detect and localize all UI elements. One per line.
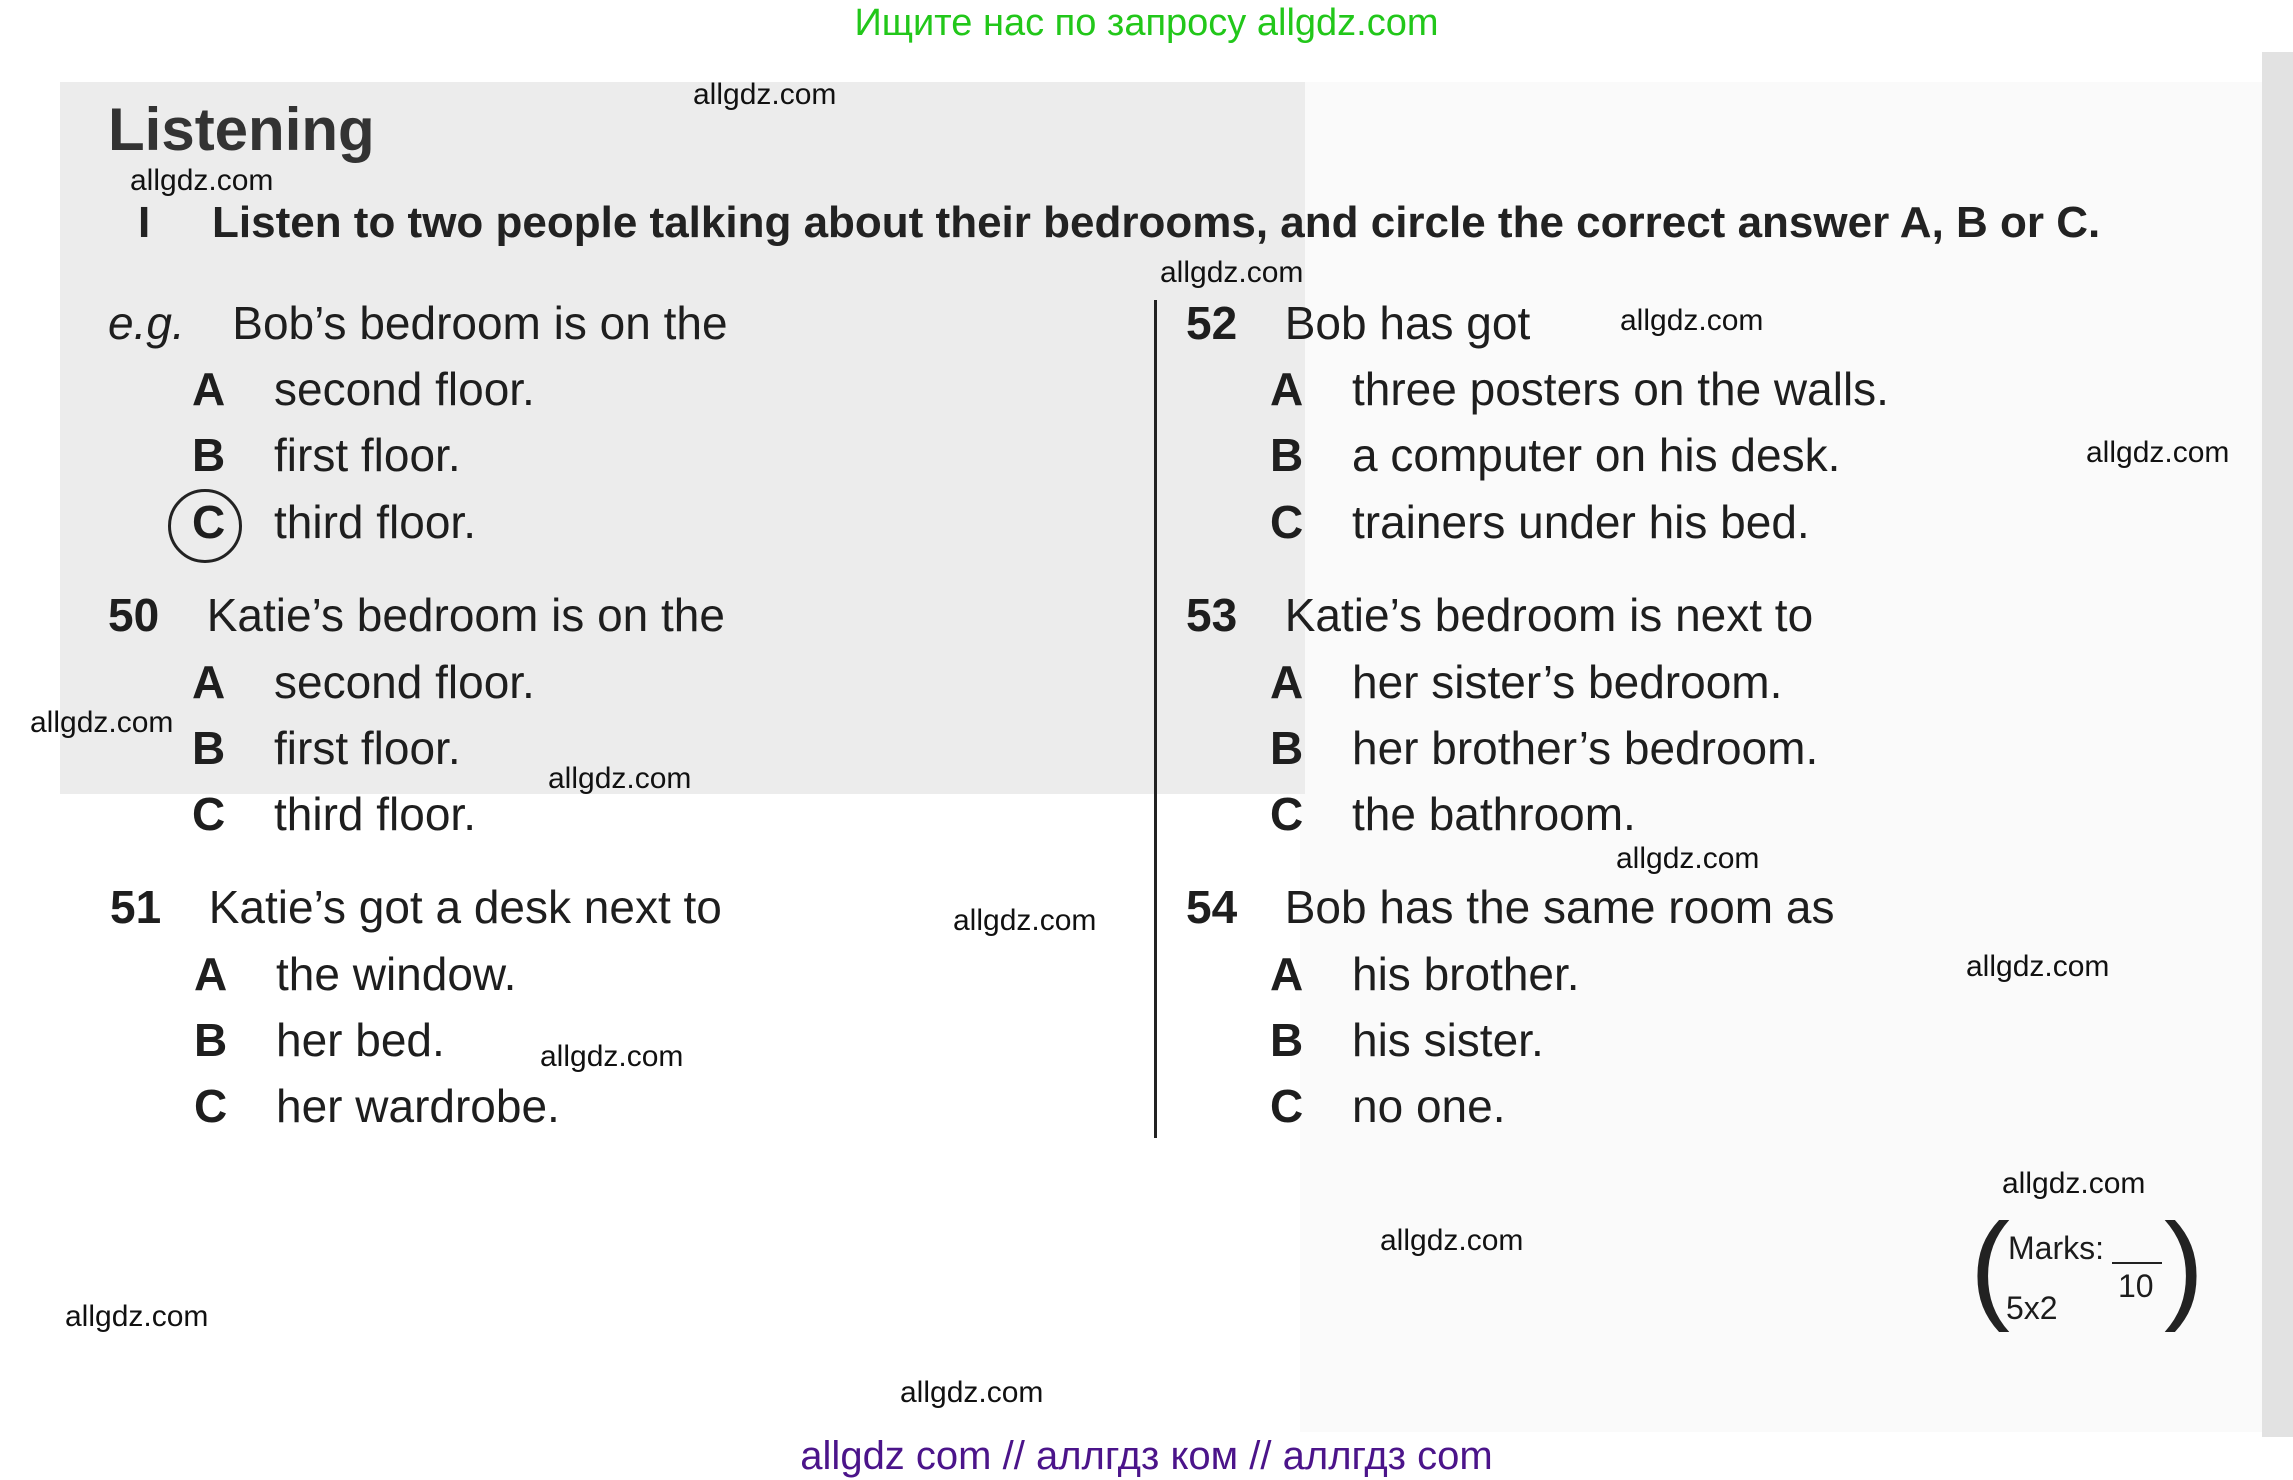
watermark: allgdz.com <box>1616 842 1760 875</box>
watermark: allgdz.com <box>540 1040 684 1073</box>
question-number: 50 <box>108 589 160 641</box>
instruction-number: I <box>138 198 151 247</box>
option-letter: B <box>192 429 226 481</box>
option-letter: C <box>192 788 226 840</box>
option-text: third floor. <box>274 496 476 548</box>
question-text: Katie’s bedroom is next to <box>1284 589 1814 641</box>
watermark: allgdz.com <box>1380 1224 1524 1257</box>
option-letter: A <box>1270 656 1304 708</box>
option-letter: A <box>192 656 226 708</box>
option-letter: A <box>192 363 226 415</box>
watermark: allgdz.com <box>2002 1167 2146 1200</box>
watermark: allgdz.com <box>1966 950 2110 983</box>
question-54 <box>1186 880 1834 934</box>
option-text: her bed. <box>276 1014 445 1066</box>
option-letter: C <box>1270 788 1304 840</box>
question-number: e.g. <box>108 297 185 349</box>
watermark: allgdz.com <box>65 1300 209 1333</box>
question-50 <box>108 588 725 642</box>
option-letter: C <box>1270 1080 1304 1132</box>
marks-total: 10 <box>2118 1268 2154 1304</box>
option-letter: C <box>1270 496 1304 548</box>
option-text: no one. <box>1352 1080 1506 1132</box>
option-letter: A <box>1270 363 1304 415</box>
option-letter: B <box>194 1014 228 1066</box>
option-letter: A <box>194 948 228 1000</box>
question-52 <box>1186 296 1530 350</box>
section-title: Listening <box>108 96 375 163</box>
option-text: her sister’s bedroom. <box>1352 656 1783 708</box>
question-number: 53 <box>1186 589 1238 641</box>
marks-score: 5x2 <box>2006 1290 2058 1326</box>
option-text: first floor. <box>274 429 461 481</box>
option-letter: B <box>1270 429 1304 481</box>
watermark: allgdz.com <box>1620 304 1764 337</box>
watermark: allgdz.com <box>548 762 692 795</box>
watermark: allgdz.com <box>953 904 1097 937</box>
option-text: his brother. <box>1352 948 1580 1000</box>
question-number: 51 <box>110 881 162 933</box>
watermark: allgdz.com <box>693 78 837 111</box>
option-text: his sister. <box>1352 1014 1544 1066</box>
left-paren: ( <box>1970 1199 2010 1333</box>
option-text: trainers under his bed. <box>1352 496 1810 548</box>
bottom-banner[interactable]: allgdz com // аллгдз ком // аллгдз com <box>800 1434 1493 1478</box>
option-text: second floor. <box>274 656 535 708</box>
option-text: her wardrobe. <box>276 1080 560 1132</box>
option-text: third floor. <box>274 788 476 840</box>
option-letter: B <box>1270 722 1304 774</box>
top-banner[interactable]: Ищите нас по запросу allgdz.com <box>854 2 1439 44</box>
watermark: allgdz.com <box>1160 256 1304 289</box>
watermark: allgdz.com <box>2086 436 2230 469</box>
question-text: Bob has got <box>1284 297 1531 349</box>
question-51 <box>110 880 722 934</box>
option-text: first floor. <box>274 722 461 774</box>
instruction-text: Listen to two people talking about their bedrooms, and circle the correct answer A, B or C. <box>212 198 2101 247</box>
question-text: Katie’s bedroom is on the <box>206 589 725 641</box>
option-text: the bathroom. <box>1352 788 1636 840</box>
option-text: the window. <box>276 948 517 1000</box>
column-divider <box>1154 300 1157 1138</box>
marks-label: Marks: <box>2008 1230 2104 1266</box>
question-number: 54 <box>1186 881 1238 933</box>
question-example <box>108 296 728 350</box>
marks-box <box>1970 1199 2204 1340</box>
option-text: her brother’s bedroom. <box>1352 722 1819 774</box>
watermark: allgdz.com <box>30 706 174 739</box>
question-53 <box>1186 588 1813 642</box>
option-text: second floor. <box>274 363 535 415</box>
option-letter: B <box>1270 1014 1304 1066</box>
question-text: Bob’s bedroom is on the <box>232 297 728 349</box>
marks-fraction-line <box>2112 1262 2162 1264</box>
option-letter: A <box>1270 948 1304 1000</box>
option-text: a computer on his desk. <box>1352 429 1841 481</box>
watermark: allgdz.com <box>130 164 274 197</box>
option-letter: C <box>194 1080 228 1132</box>
right-paren: ) <box>2164 1199 2204 1333</box>
question-number: 52 <box>1186 297 1238 349</box>
watermark: allgdz.com <box>900 1376 1044 1409</box>
option-text: three posters on the walls. <box>1352 363 1889 415</box>
question-text: Bob has the same room as <box>1284 881 1835 933</box>
option-letter: B <box>192 722 226 774</box>
option-letter: C <box>192 496 226 548</box>
page-edge <box>2262 52 2293 1437</box>
question-text: Katie’s got a desk next to <box>208 881 722 933</box>
